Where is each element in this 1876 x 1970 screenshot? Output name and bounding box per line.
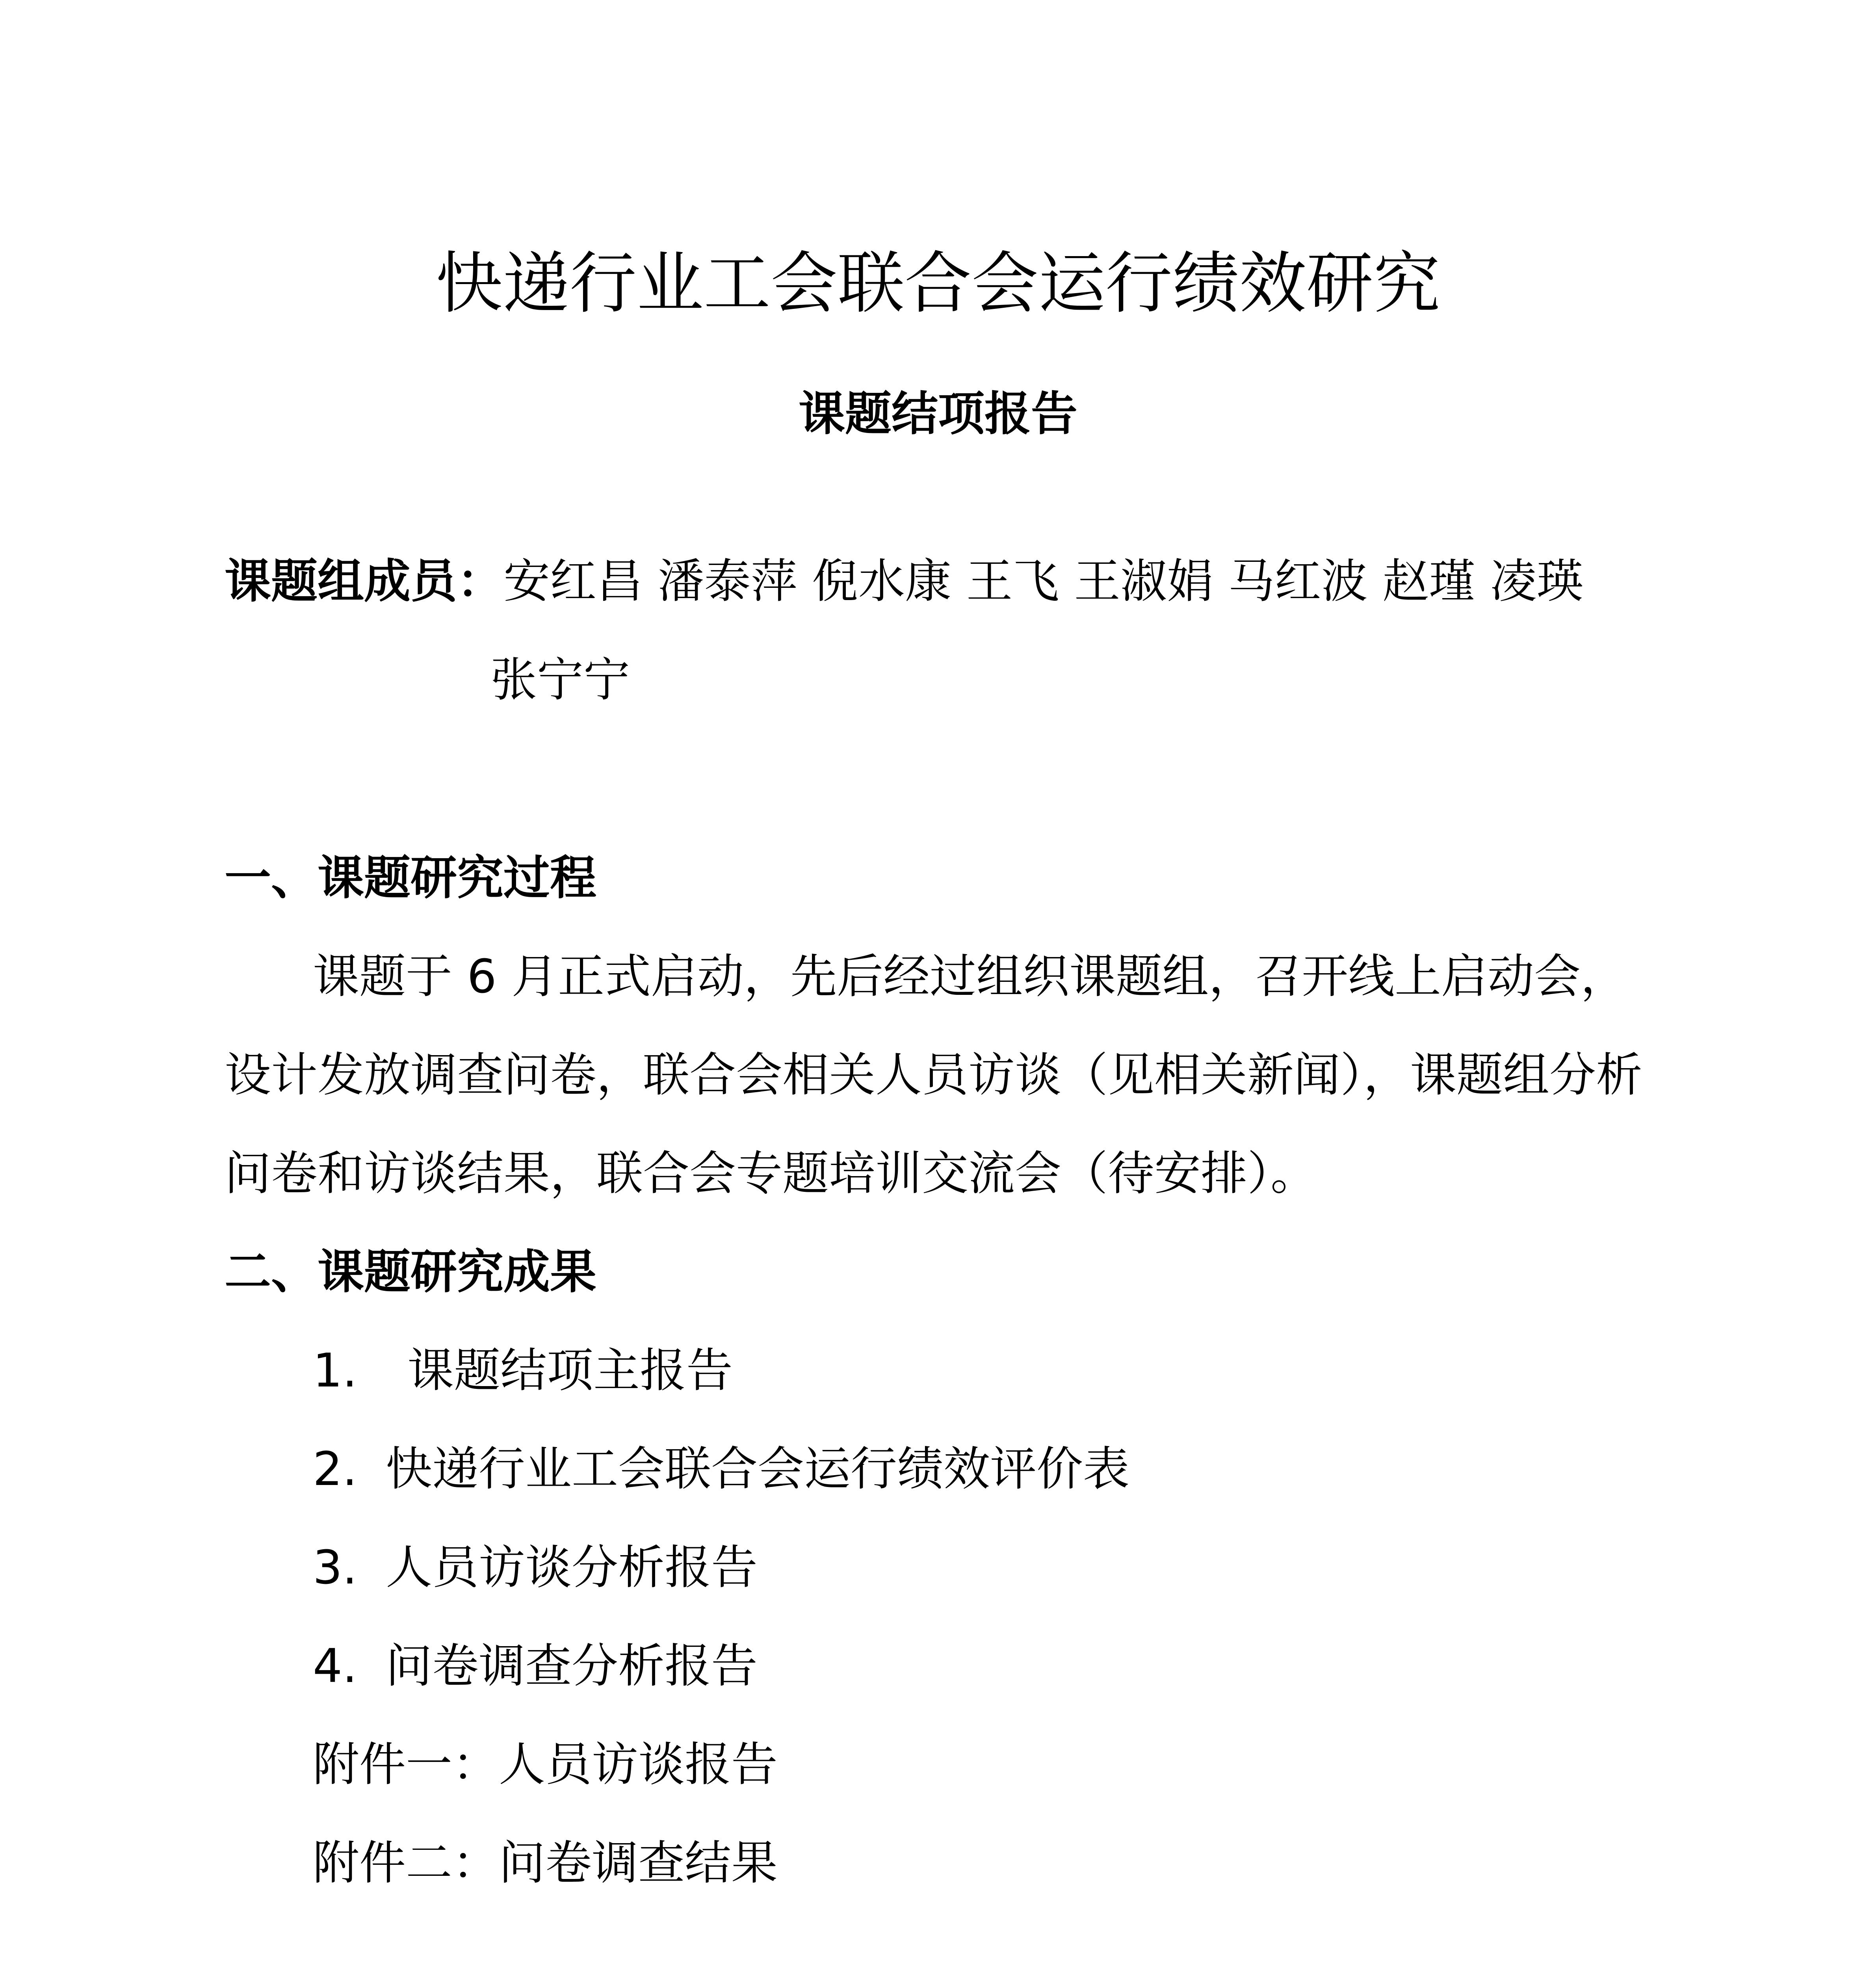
document-title: 快递行业工会联合会运行绩效研究 (435, 245, 1440, 323)
list-item (313, 1437, 1129, 1500)
attachment-item: 附件二：问卷调查结果 (313, 1836, 778, 1890)
document-subtitle: 课题结项报告 (798, 387, 1077, 441)
attachment-item: 附件一：人员访谈报告 (313, 1737, 778, 1792)
list-item-text: 快递行业工会联合会运行绩效评价表 (386, 1442, 1130, 1496)
section2-heading: 二、课题研究成果 (225, 1245, 597, 1299)
list-item (313, 1634, 758, 1697)
list-item-text: 问卷调查分析报告 (386, 1639, 758, 1693)
section1-paragraph: 课题于 6 月正式启动，先后经过组织课题组，召开线上启动会，设计发放调查问卷，联合会相关人员访谈（见相关新闻），课题组分析问卷和访谈结果，联合会专题培训交流会（待安排）。 (225, 949, 1643, 1201)
section1-heading: 一、课题研究过程 (225, 851, 597, 905)
list-item-number: 3. (313, 1540, 357, 1595)
members-row (225, 550, 1583, 613)
list-item (313, 1339, 733, 1402)
members-label: 课题组成员： (225, 554, 504, 608)
members-names-line2: 张宁宁 (490, 652, 630, 707)
list-item-text: 人员访谈分析报告 (386, 1540, 758, 1595)
list-item-number: 1. (313, 1343, 357, 1398)
list-item (313, 1536, 758, 1599)
list-item-number: 2. (313, 1442, 357, 1496)
list-item-number: 4. (313, 1639, 357, 1693)
members-names-line1: 安红昌 潘泰萍 倪水康 王飞 王淑娟 马红波 赵瑾 凌瑛 (503, 554, 1583, 608)
list-item-text: 课题结项主报告 (407, 1343, 733, 1398)
